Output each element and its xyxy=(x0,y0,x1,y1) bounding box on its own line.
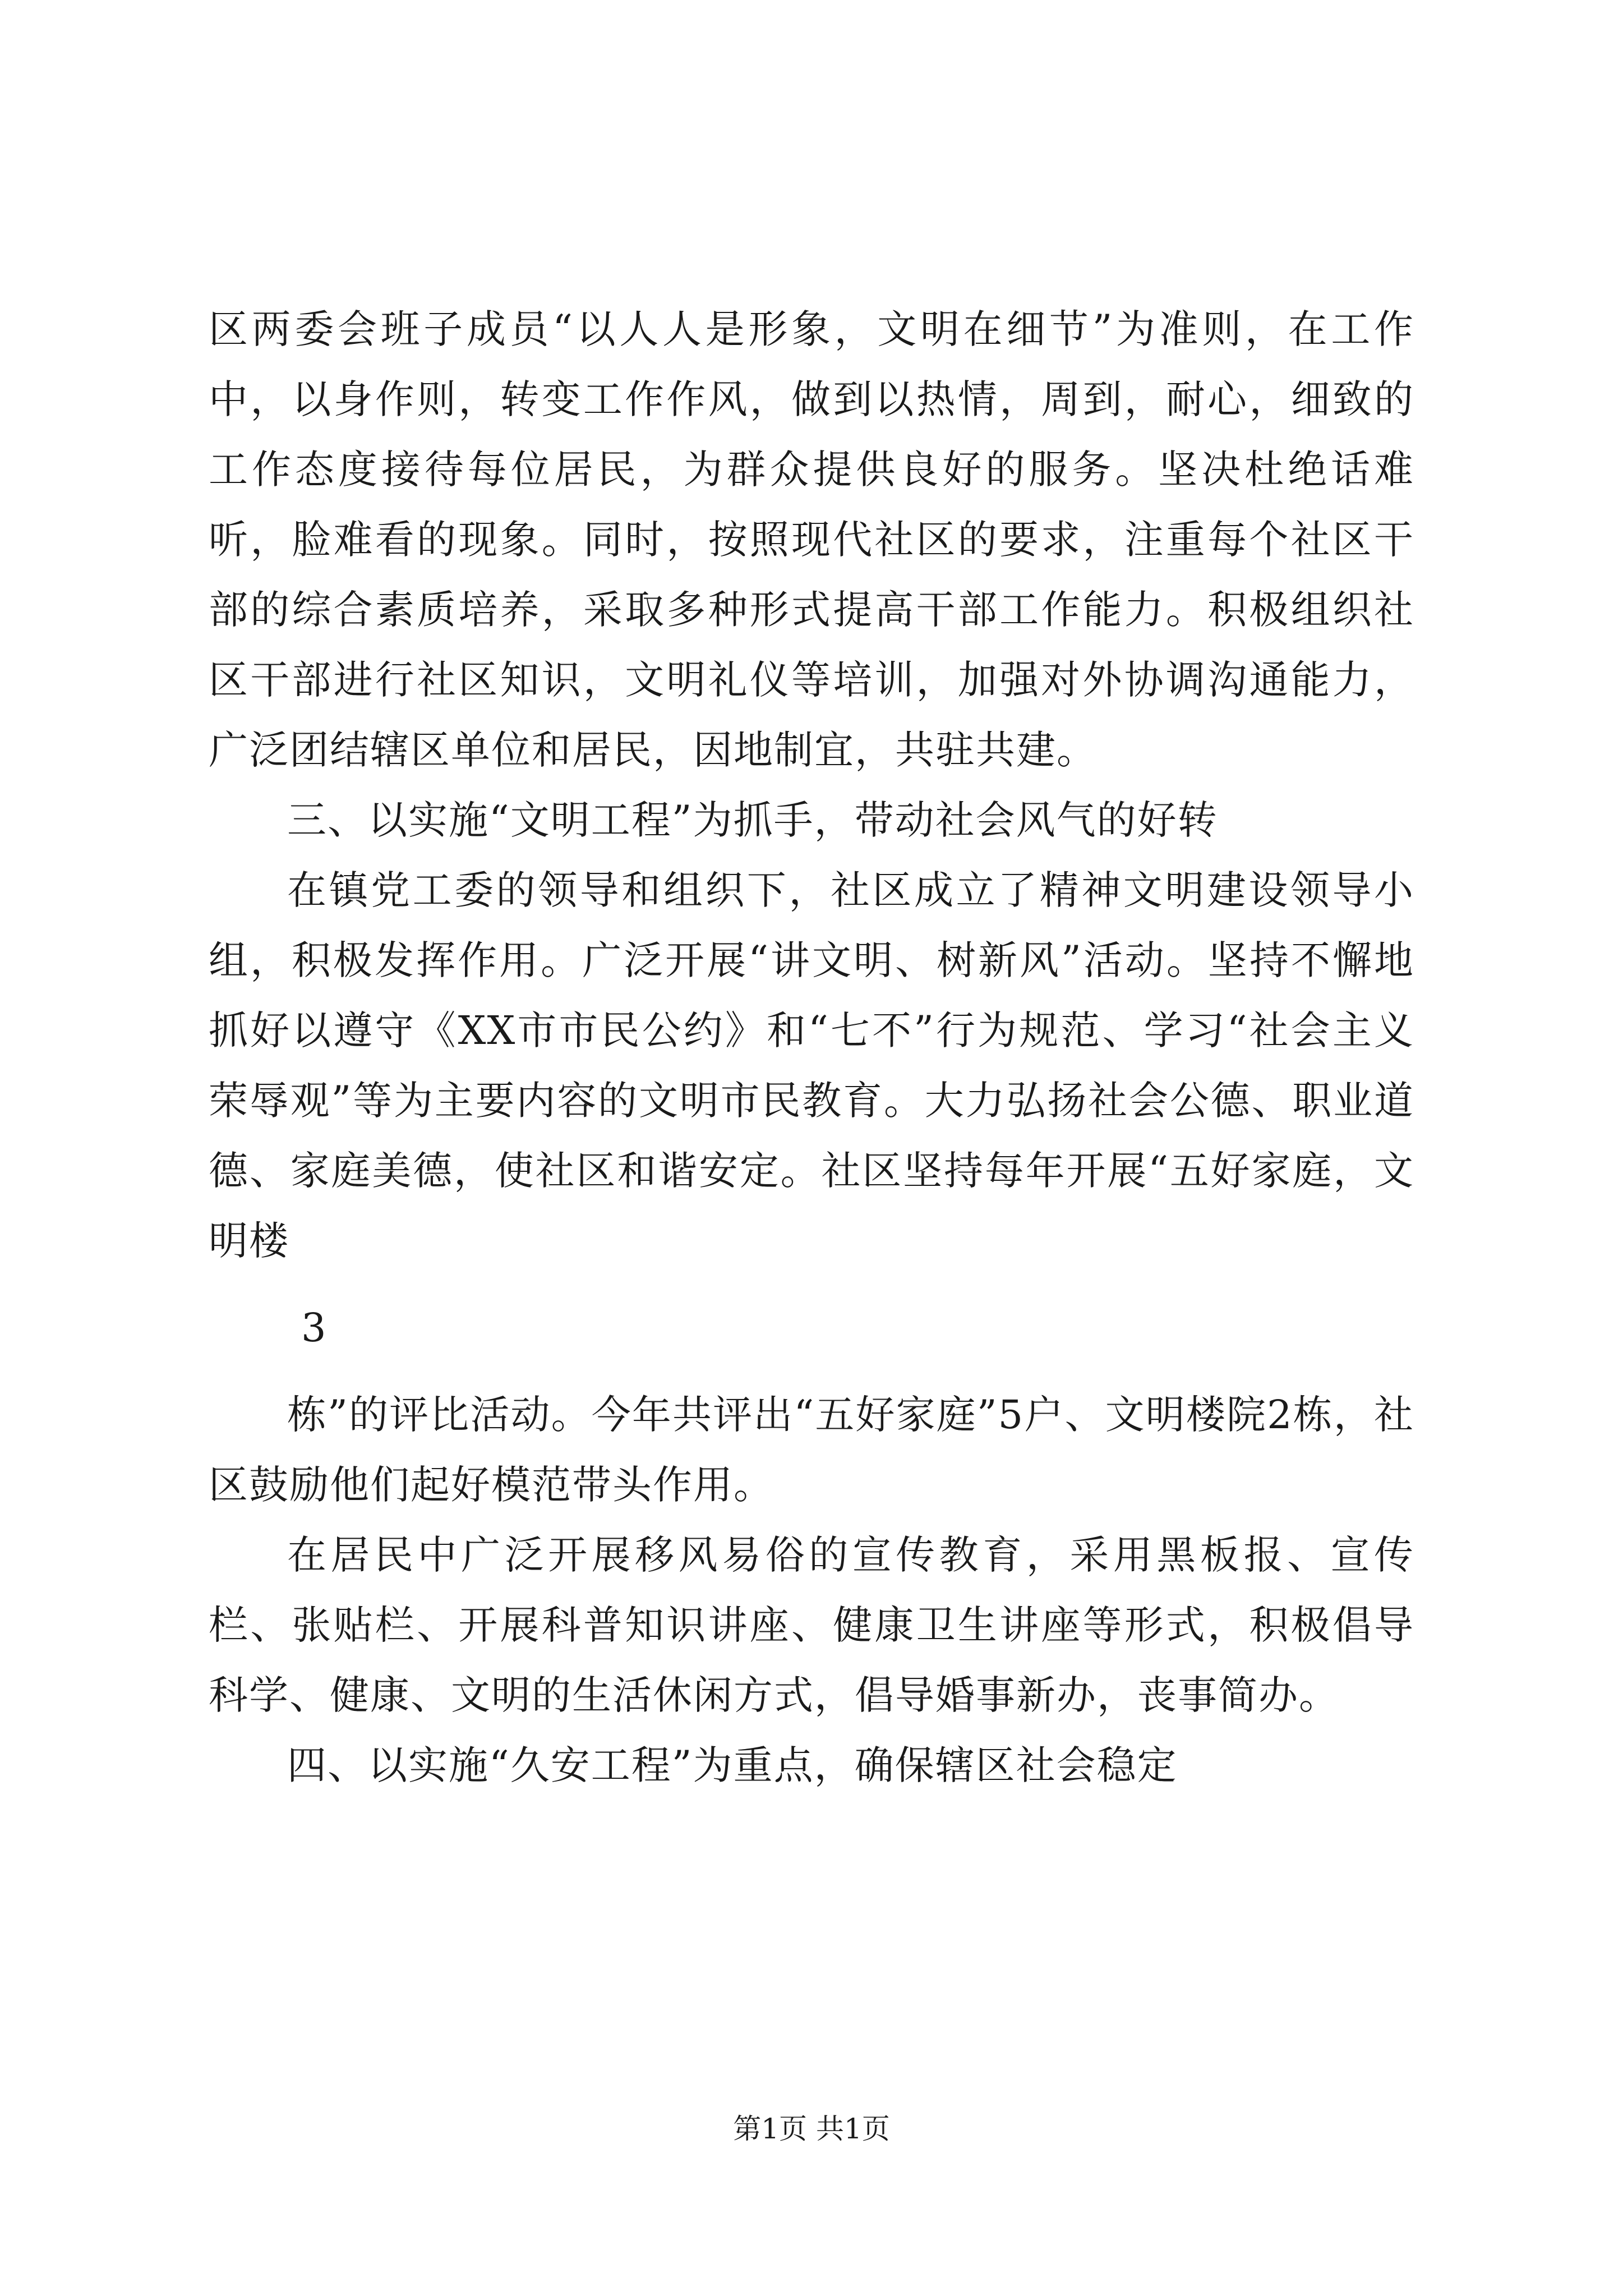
paragraph-civilization-leadership: 在镇党工委的领导和组织下，社区成立了精神文明建设领导小组，积极发挥作用。广泛开展“讲文明、树新风”活动。坚持不懈地抓好以遵守《XX市市民公约》和“七不”行为规范、学习“社会主义荣辱观”等为主要内容的文明市民教育。大力弘扬社会公德、职业道德、家庭美德，使社区和谐安定。社区坚持每年开展“五好家庭，文明楼 xyxy=(209,867,1414,1264)
inline-page-number: 3 xyxy=(301,1305,326,1351)
page-footer: 第1页 共1页 xyxy=(733,2113,890,2145)
paragraph-evaluation-results: 栋”的评比活动。今年共评出“五好家庭”5户、文明楼院2栋，社区鼓励他们起好模范带头作用。 xyxy=(209,1392,1414,1508)
paragraph-cadre-conduct: 区两委会班子成员“以人人是形象，文明在细节”为准则，在工作中，以身作则，转变工作作风，做到以热情，周到，耐心，细致的工作态度接待每位居民，为群众提供良好的服务。坚决杜绝话难听，脸难看的现象。同时，按照现代社区的要求，注重每个社区干部的综合素质培养，采取多种形式提高干部工作能力。积极组织社区干部进行社区知识，文明礼仪等培训，加强对外协调沟通能力，广泛团结辖区单位和居民，因地制宜，共驻共建。 xyxy=(209,306,1414,773)
section-heading-civilization-project: 三、以实施“文明工程”为抓手，带动社会风气的好转 xyxy=(287,797,1218,843)
document-body xyxy=(209,295,1414,1801)
section-heading-stability-project: 四、以实施“久安工程”为重点，确保辖区社会稳定 xyxy=(287,1742,1178,1788)
paragraph-customs-education: 在居民中广泛开展移风易俗的宣传教育，采用黑板报、宣传栏、张贴栏、开展科普知识讲座、健康卫生讲座等形式，积极倡导科学、健康、文明的生活休闲方式，倡导婚事新办，丧事简办。 xyxy=(209,1532,1414,1718)
